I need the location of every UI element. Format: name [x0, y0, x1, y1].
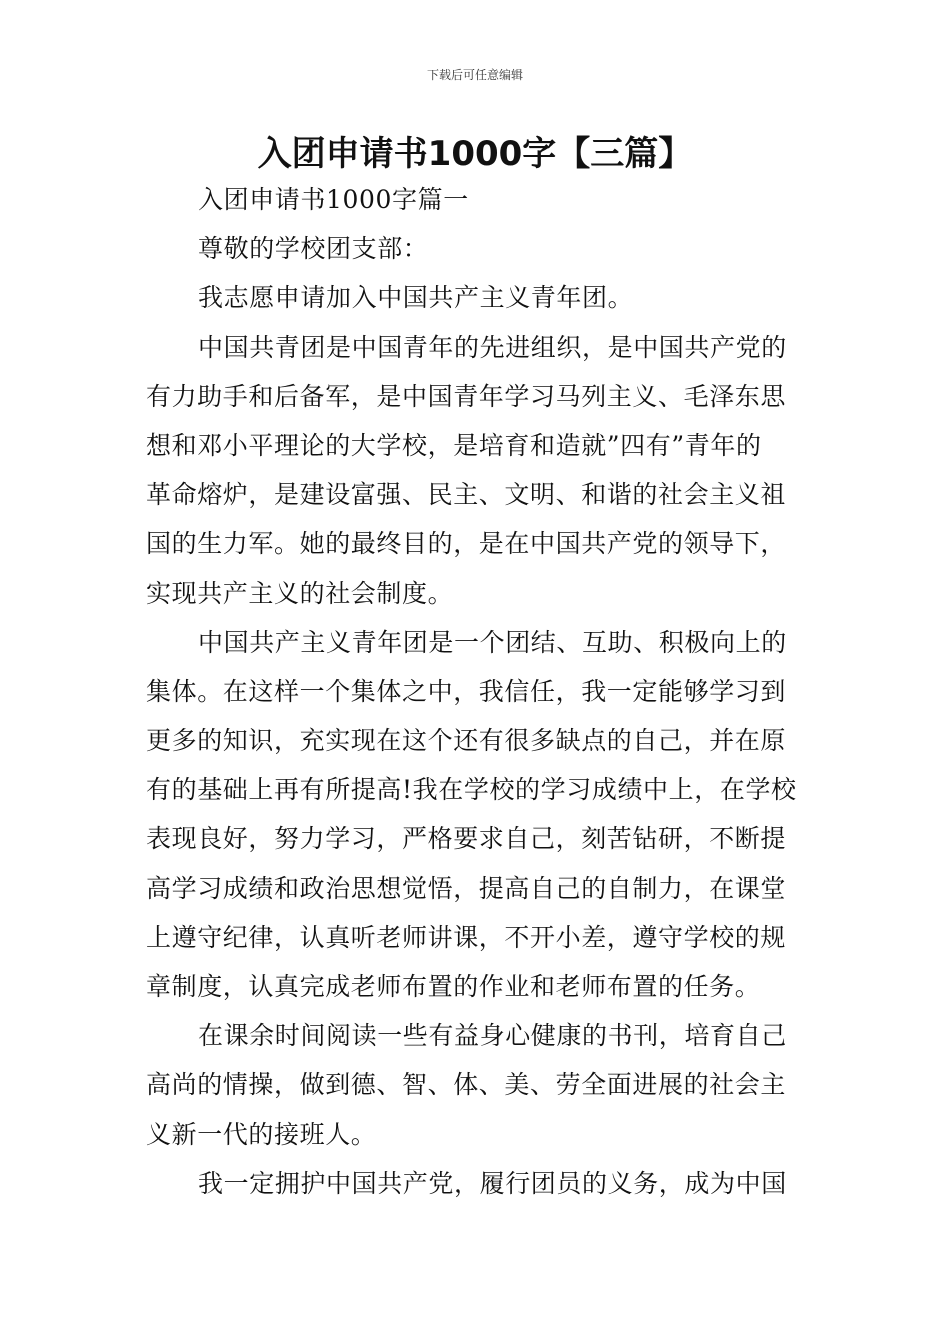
paragraph-line: 革命熔炉，是建设富强、民主、文明、和谐的社会主义祖: [146, 480, 787, 510]
paragraph-line: 有的基础上再有所提高!我在学校的学习成绩中上，在学校: [146, 775, 797, 805]
paragraph-line: 中国共青团是中国青年的先进组织，是中国共产党的: [198, 332, 787, 362]
paragraph-line: 在课余时间阅读一些有益身心健康的书刊，培育自己: [198, 1021, 787, 1051]
paragraph-1: [146, 273, 808, 322]
subheading: 入团申请书1000字篇一: [198, 185, 469, 214]
paragraph-line: 章制度，认真完成老师布置的作业和老师布置的任务。: [146, 972, 761, 1001]
paragraph-line: 高学习成绩和政治思想觉悟，提高自己的自制力，在课堂: [146, 873, 787, 903]
paragraph-line: 实现共产主义的社会制度。: [146, 578, 454, 608]
paragraph-line: 高尚的情操，做到德、智、体、美、劳全面进展的社会主: [146, 1070, 787, 1100]
paragraph-line: 更多的知识，充实现在这个还有很多缺点的自己，并在原: [146, 726, 787, 756]
document-body: [146, 175, 808, 1208]
salutation: 尊敬的学校团支部：: [198, 234, 429, 264]
header-note: 下载后可任意编辑: [426, 68, 523, 82]
paragraph-line: 想和邓小平理论的大学校，是培育和造就”四有”青年的: [146, 430, 762, 460]
paragraph-3: [146, 618, 808, 1012]
paragraph-line: 集体。在这样一个集体之中，我信任，我一定能够学习到: [146, 676, 787, 706]
paragraph-line: 表现良好，努力学习，严格要求自己，刻苦钻研，不断提: [146, 824, 787, 854]
document-title: 入团申请书1000字【三篇】: [257, 134, 693, 174]
paragraph-4: [146, 1011, 808, 1159]
paragraph-5: [146, 1159, 808, 1208]
paragraph-line: 上遵守纪律，认真听老师讲课，不开小差，遵守学校的规: [146, 922, 787, 952]
paragraph-line: 义新一代的接班人。: [146, 1119, 377, 1149]
paragraph-2: [146, 323, 808, 618]
paragraph-line: 我一定拥护中国共产党，履行团员的义务，成为中国: [198, 1168, 787, 1198]
paragraph-line: 有力助手和后备军，是中国青年学习马列主义、毛泽东思: [146, 381, 787, 411]
paragraph-line: 我志愿申请加入中国共产主义青年团。: [198, 283, 634, 313]
paragraph-line: 中国共产主义青年团是一个团结、互助、积极向上的: [198, 627, 787, 657]
paragraph-line: 国的生力军。她的最终目的，是在中国共产党的领导下，: [146, 529, 787, 559]
